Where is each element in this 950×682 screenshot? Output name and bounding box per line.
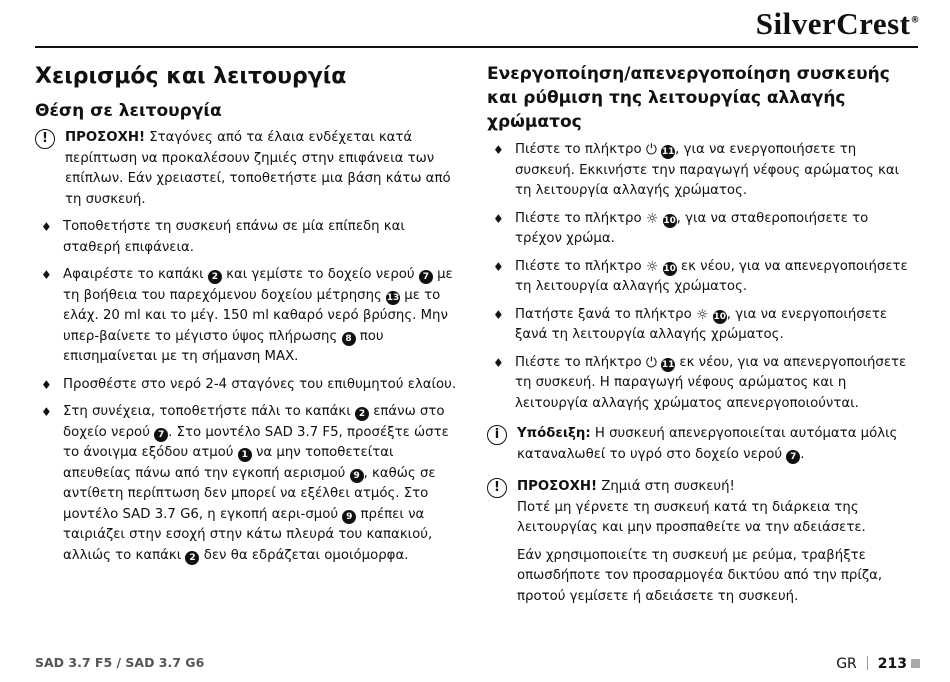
footer-separator — [867, 656, 868, 670]
list-item — [487, 353, 919, 415]
bullet-icon: ♦ — [493, 355, 504, 370]
list-item — [487, 305, 919, 346]
caution-title: Ζημιά στη συσκευή! — [601, 479, 735, 494]
list-item — [35, 375, 463, 396]
item-text: επάνω στο δοχείο νερού — [63, 404, 445, 440]
hint-text: Η συσκευή απενεργοποιείται αυτόματα μόλις καταναλωθεί το υγρό στο δοχείο νερού — [517, 426, 898, 462]
ref-number: 2 — [355, 407, 369, 421]
item-text: να μην τοποθετείται απευθείας πάνω από την εγκοπή αερισμού — [63, 445, 394, 481]
bullet-icon: ♦ — [41, 405, 52, 419]
caution-text: Ποτέ μη γέρνετε τη συσκευή κατά τη διάρκεια της λειτουργίας και μην προσπαθείτε να την αδειάσετε. — [517, 499, 866, 535]
caution-note — [35, 128, 463, 210]
ref-number: 8 — [342, 332, 356, 346]
ref-number: 10 — [663, 263, 676, 274]
item-text: Πιέστε το πλήκτρο — [515, 210, 642, 226]
power-icon: ⏻ — [645, 142, 657, 158]
footer-page-info — [836, 656, 920, 672]
footer-model: SAD 3.7 F5 / SAD 3.7 G6 — [35, 655, 205, 670]
bullet-icon: ♦ — [493, 259, 504, 274]
item-text: με το ελάχ. 20 ml και το μέγ. 150 ml καθαρό νερό βρύσης. Μην υπερ-βαίνετε το μέγιστο ύψος πλήρωσης — [63, 287, 448, 344]
list-item — [35, 402, 463, 566]
exclamation-icon: ! — [35, 129, 55, 149]
ref-number: 10 — [713, 311, 727, 322]
ref-number: 7 — [786, 450, 800, 464]
item-text: , για να ενεργοποιήσετε τη συσκευή. Εκκινήστε την παραγωγή νέφους αρώματος και τη λειτουργία αλλαγής χρώματος. — [515, 142, 900, 198]
ref-number: 7 — [154, 428, 168, 442]
bullet-icon: ♦ — [41, 220, 52, 234]
list-item — [487, 209, 919, 250]
exclamation-icon: ! — [487, 478, 507, 498]
page-number: 213 — [877, 656, 907, 672]
ref-number: 1 — [238, 448, 252, 462]
bullet-icon: ♦ — [41, 268, 52, 282]
item-text: εκ νέου, για να απενεργοποιήσετε τη συσκευή. Η παραγωγή νέφους αρώματος και η λειτουργία αλλαγής χρώματος απενεργοποιούνται. — [515, 354, 907, 411]
item-text: πρέπει να ταιριάζει στην εσοχή στην κάτω πλευρά του καπακιού, αλλιώς το καπάκι — [63, 506, 433, 563]
light-icon: ☼ — [695, 306, 709, 323]
caution-note — [487, 477, 919, 539]
item-text: , καθώς σε αντίθετη περίπτωση δεν μπορεί να εξέλθει ατμός. Στο μοντέλο SAD 3.7 G6, η εγκοπή αερι-σμού — [63, 465, 436, 522]
item-text: που επισημαίνεται με τη σήμανση MAX. — [63, 328, 384, 364]
ref-number: 2 — [185, 551, 199, 565]
item-text: Αφαιρέστε το καπάκι — [63, 267, 204, 282]
caution-text: Εάν χρησιμοποιείτε τη συσκευή με ρεύμα, τραβήξτε οπωσδήποτε τον προσαρμογέα δικτύου από την πρίζα, προτού γεμίσετε ή αδειάσετε τη συσκευή. — [517, 547, 883, 604]
info-icon: i — [487, 425, 507, 445]
bullet-icon: ♦ — [493, 143, 504, 157]
ref-number: 11 — [661, 147, 675, 157]
section-title: Ενεργοποίηση/απενεργοποίηση συσκευής και ρύθμιση της λειτουργίας αλλαγής χρώματος — [487, 64, 890, 132]
square-icon — [911, 659, 920, 668]
power-icon: ⏻ — [645, 354, 657, 371]
ref-number: 13 — [386, 292, 400, 303]
header-rule — [35, 46, 918, 48]
item-text: , για να σταθεροποιήσετε το τρέχον χρώμα. — [515, 210, 869, 246]
right-column — [487, 62, 919, 614]
hint-label: Υπόδειξη: — [517, 426, 591, 441]
item-text: και γεμίστε το δοχείο νερού — [226, 267, 415, 282]
hint-note: i Υπόδειξη: Η συσκευή απενεργοποιείται αυτόματα μόλις καταναλωθεί το υγρό στο δοχείο νερού 7 . — [487, 424, 919, 465]
caution-label: ΠΡΟΣΟΧΗ! — [517, 479, 598, 494]
ref-number: 2 — [208, 270, 222, 284]
ref-number: 9 — [350, 469, 364, 483]
bullet-icon: ♦ — [493, 307, 504, 322]
item-text: Προσθέστε στο νερό 2-4 σταγόνες του επιθυμητού ελαίου. — [63, 376, 457, 392]
list-item — [35, 265, 463, 368]
item-text: Τοποθετήστε τη συσκευή επάνω σε μία επίπεδη και σταθερή επιφάνεια. — [63, 219, 405, 255]
ref-number: 10 — [663, 215, 676, 226]
section-subtitle: Θέση σε λειτουργία — [35, 101, 222, 121]
ref-number: 7 — [419, 270, 433, 284]
list-item — [35, 217, 463, 258]
item-text: με τη βοήθεια του παρεχόμενου δοχείου μέτρησης — [63, 267, 453, 303]
brand-logo: SilverCrest® — [755, 6, 920, 41]
item-text: εκ νέου, για να απενεργοποιήσετε τη λειτουργία αλλαγής χρώματος. — [515, 258, 908, 294]
caution-text: Σταγόνες από τα έλαια ενδέχεται κατά περίπτωση να προκαλέσουν ζημιές στην επιφάνεια των επίπλων. Εάν χρειαστεί, τοποθετήστε μια βάση κάτω από τη συσκευή. — [65, 130, 451, 207]
bullet-icon: ♦ — [493, 211, 504, 226]
item-text: Πιέστε το πλήκτρο — [515, 354, 642, 370]
item-text: δεν θα εδράζεται ομοιόμορφα. — [203, 547, 409, 563]
light-icon: ☼ — [645, 258, 659, 275]
item-text: Στη συνέχεια, τοποθετήστε πάλι το καπάκι — [63, 404, 351, 419]
caution-label: ΠΡΟΣΟΧΗ! — [65, 130, 146, 145]
list-item — [487, 140, 919, 202]
light-icon: ☼ — [645, 210, 659, 227]
section-title: Χειρισμός και λειτουργία — [35, 64, 347, 89]
item-text: , για να ενεργοποιήσετε ξανά τη λειτουργία αλλαγής χρώματος. — [515, 306, 888, 342]
ref-number: 9 — [342, 510, 356, 524]
item-text: Πιέστε το πλήκτρο — [515, 258, 642, 274]
item-text: Πιέστε το πλήκτρο — [515, 142, 642, 157]
list-item — [487, 257, 919, 298]
item-text: . Στο μοντέλο SAD 3.7 F5, προσέξτε ώστε το άνοιγμα εξόδου ατμού — [63, 424, 449, 460]
footer-lang: GR — [836, 656, 857, 672]
bullet-icon: ♦ — [41, 377, 52, 392]
left-column — [35, 62, 463, 573]
ref-number: 11 — [661, 359, 675, 370]
item-text: Πατήστε ξανά το πλήκτρο — [515, 306, 692, 322]
